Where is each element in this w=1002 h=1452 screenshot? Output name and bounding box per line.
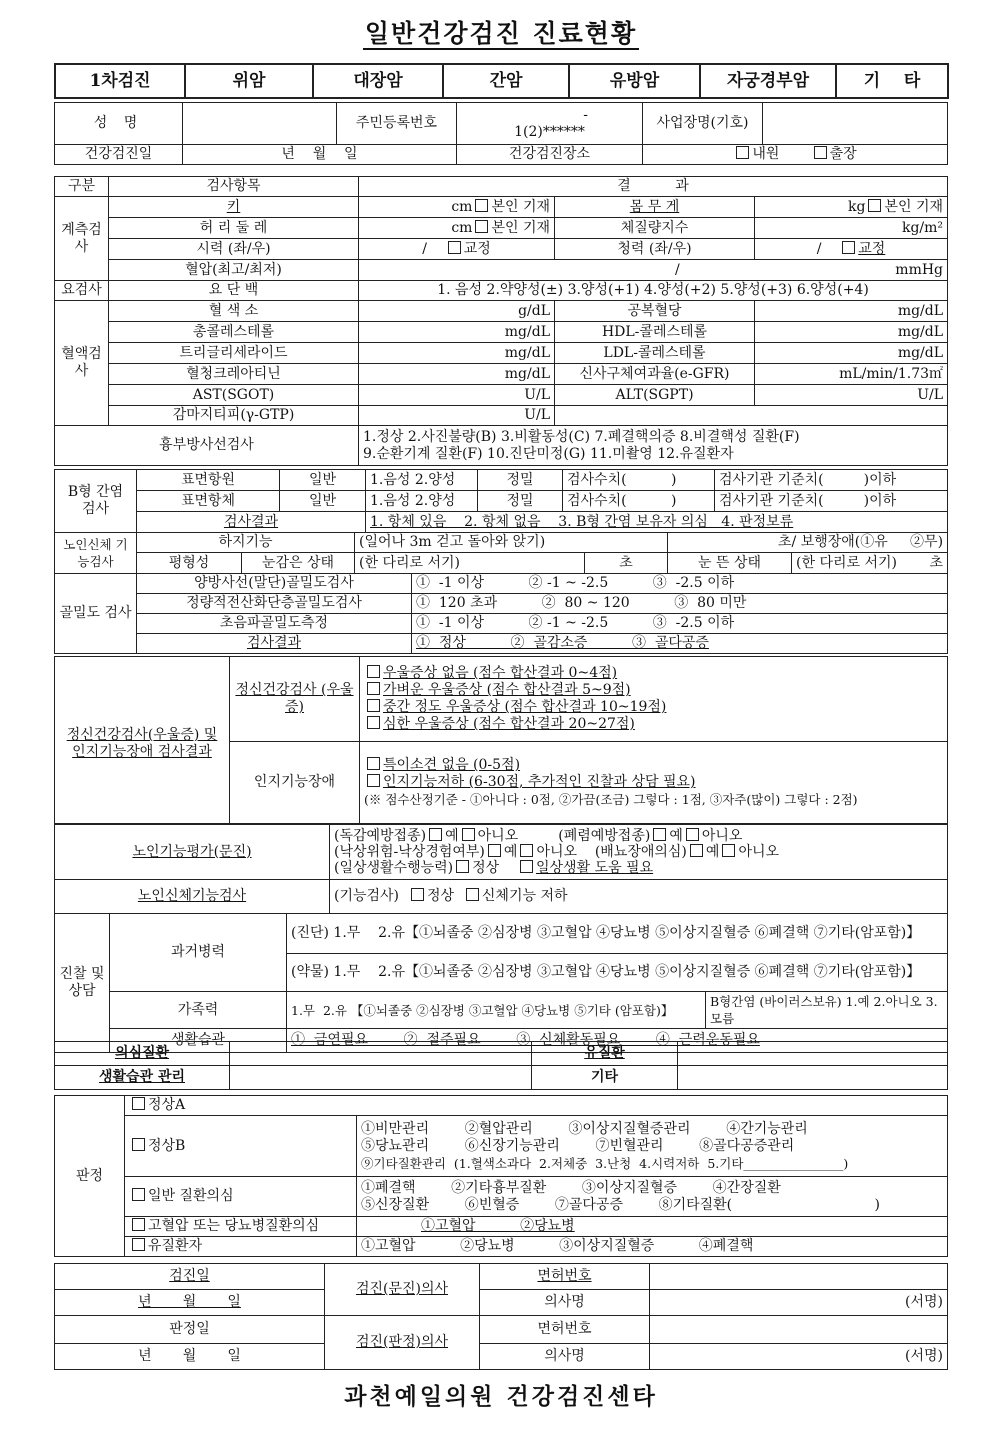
urination-yes-checkbox[interactable] [690, 844, 703, 857]
ct-bone-label: 정량적전산화단층골밀도검사 [137, 594, 412, 614]
exam-place-options: 내원 출장 [643, 145, 948, 165]
depression-option-4[interactable]: 심한 우울증상 (점수 합산결과 20~27점) [364, 716, 943, 733]
suspect-label: 의심질환 [55, 1042, 230, 1066]
hepb-antigen-ref[interactable]: 검사기관 기준치( )이하 [715, 470, 948, 491]
hearing-field[interactable]: / 교정 [755, 239, 948, 260]
habit-mgmt-label: 생활습관 관리 [55, 1066, 230, 1090]
normal-b-checkbox[interactable] [132, 1138, 145, 1151]
judge-doctor-name-label: 의사명 [480, 1344, 650, 1370]
pneumonia-vaccine-no-checkbox[interactable] [686, 828, 699, 841]
tab-stomach-cancer: 위암 [185, 64, 313, 98]
eyes-open-field[interactable]: (한 다리로 서기) 초 [792, 553, 948, 574]
item-header: 검사항목 [109, 177, 359, 197]
triglyceride-label: 트리글리세라이드 [109, 343, 359, 364]
ldl-label: LDL-콜레스테롤 [555, 343, 755, 364]
business-field[interactable] [763, 103, 948, 145]
judgment-label: 판정 [55, 1096, 125, 1257]
exam-doctor-signature[interactable]: (서명) [650, 1290, 948, 1316]
xray-label: 흉부방사선검사 [55, 426, 359, 466]
rrn-field[interactable]: - 1(2)****** [457, 103, 643, 145]
waist-label: 허 리 둘 레 [109, 218, 359, 239]
leg-function-label: 하지기능 [137, 533, 355, 553]
ast-field[interactable]: U/L [359, 385, 555, 406]
cognitive-option-1[interactable]: 특이소견 없음 (0-5점) [364, 757, 943, 774]
cognitive-label: 인지기능장애 [230, 742, 360, 824]
hearing-label: 청력 (좌/우) [555, 239, 755, 260]
referral-table [54, 1041, 948, 1090]
ultrasound-bone-label: 초음파골밀도측정 [137, 614, 412, 634]
hemoglobin-label: 혈 색 소 [109, 301, 359, 322]
weight-self-checkbox[interactable] [868, 199, 881, 212]
etc-field[interactable] [678, 1066, 948, 1090]
etc-label: 기타 [532, 1066, 678, 1090]
signature-table [54, 1263, 948, 1370]
vision-label: 시력 (좌/우) [109, 239, 359, 260]
depression-option-2[interactable]: 가벼운 우울증상 (점수 합산결과 5~9점) [364, 682, 943, 699]
cholesterol-field[interactable]: mg/dL [359, 322, 555, 343]
vision-field[interactable]: / 교정 [359, 239, 555, 260]
exam-date-sign-label: 검진일 [55, 1264, 325, 1290]
mental-health-label: 정신건강검사(우울증) 및 인지기능장애 검사결과 [55, 657, 230, 824]
body-low-checkbox[interactable] [466, 888, 479, 901]
general-disease-label[interactable]: 일반 질환의심 [125, 1177, 357, 1217]
elderly-physical-table [54, 532, 948, 574]
hepb-antibody-value[interactable]: 검사수치( ) [563, 491, 715, 512]
judgment-table [54, 1095, 948, 1257]
bp-diabetes-checkbox[interactable] [132, 1218, 145, 1231]
history-label: 과거병력 [110, 914, 287, 992]
vision-corrected-checkbox[interactable] [448, 241, 461, 254]
depression-checkbox-1[interactable] [367, 665, 380, 678]
depression-option-1[interactable]: 우울증상 없음 (점수 합산결과 0~4점) [364, 665, 943, 682]
suspect-field[interactable] [230, 1042, 532, 1066]
patient-checkbox[interactable] [132, 1238, 145, 1251]
exam-license-field[interactable] [650, 1264, 948, 1290]
depression-checkbox-2[interactable] [367, 682, 380, 695]
urination-no-checkbox[interactable] [722, 844, 735, 857]
waist-field[interactable]: cm 본인 기재 [359, 218, 555, 239]
category-header: 구분 [55, 177, 109, 197]
general-disease-options[interactable]: ①폐결핵 ②기타흉부질환 ③이상지질혈증 ④간장질환 ⑤신장질환 ⑥빈혈증 ⑦골다공증 ⑧기타질환( ) [357, 1177, 948, 1217]
depression-label: 정신건강검사 (우울증) [230, 657, 360, 742]
mental-health-table [54, 656, 948, 824]
weight-label: 몸 무 게 [555, 197, 755, 218]
exam-doctor-name-label: 의사명 [480, 1290, 650, 1316]
hepatitis-b-table [54, 469, 948, 533]
urine-label: 요검사 [55, 281, 109, 301]
cognitive-score-note: (※ 점수산정기준 - ①아니다 : 0점, ②가끔(조금) 그렇다 : 1점, ③자주(많이) 그렇다 : 2점) [364, 792, 858, 807]
hepb-result-options[interactable]: 1. 항체 있음 2. 항체 없음 3. B형 간염 보유자 의심 4. 판정보류 [366, 512, 948, 533]
egfr-label: 신사구체여과율(e-GFR) [555, 364, 755, 385]
consult-label: 진찰 및 상담 [55, 914, 110, 1053]
xray-options[interactable]: 1.정상 2.사진불량(B) 3.비활동성(C) 7.폐결핵의증 8.비결핵성 질환(F) 9.순환기계 질환(F) 10.진단미정(G) 11.미촬영 12.유질환자 [359, 426, 948, 466]
blood-empty-cell [555, 406, 948, 426]
bone-result-options[interactable]: ① 정상 ② 골감소증 ③ 골다공증 [412, 634, 948, 654]
tab-breast-cancer: 유방암 [569, 64, 700, 98]
tab-colon-cancer: 대장암 [313, 64, 443, 98]
history-diag-options[interactable]: (진단) 1.무 2.유【①뇌졸중 ②심장병 ③고혈압 ④당뇨병 ⑤이상지질혈증 ⑥폐결핵 ⑦기타(암포함)】 [287, 914, 948, 954]
name-label: 성 명 [55, 103, 183, 145]
business-label: 사업장명(기호) [643, 103, 763, 145]
hepb-antigen-value[interactable]: 검사수치( ) [563, 470, 715, 491]
glucose-field[interactable]: mg/dL [755, 301, 948, 322]
leg-function-test: (일어나 3m 걷고 돌아와 앉기) [355, 533, 668, 553]
family-label: 가족력 [110, 992, 287, 1029]
cognitive-options[interactable] [360, 742, 948, 824]
cognitive-checkbox-2[interactable] [367, 774, 380, 787]
depression-checkbox-4[interactable] [367, 716, 380, 729]
hepb-antigen-precise: 정밀 [478, 470, 563, 491]
pneumonia-vaccine-yes-checkbox[interactable] [653, 828, 666, 841]
patient-label[interactable]: 유질환자 [125, 1237, 357, 1257]
bp-label: 혈압(최고/최저) [109, 260, 359, 281]
exam-date-sign-field[interactable]: 년 월 일 [55, 1290, 325, 1316]
exam-results-table [54, 176, 948, 466]
xray-bone-options[interactable]: ① -1 이상 ② -1 ~ -2.5 ③ -2.5 이하 [412, 574, 948, 594]
bp-field[interactable]: / mmHg [359, 260, 948, 281]
urine-protein-label: 요 단 백 [109, 281, 359, 301]
adl-normal-checkbox[interactable] [456, 860, 469, 873]
hepb-antibody-ref[interactable]: 검사기관 기준치( )이하 [715, 491, 948, 512]
weight-field[interactable]: kg 본인 기재 [755, 197, 948, 218]
triglyceride-field[interactable]: mg/dL [359, 343, 555, 364]
blood-label: 혈액검사 [55, 301, 109, 426]
exam-doctor-label: 검진(문진)의사 [325, 1264, 480, 1316]
elderly-body-label: 노인신체기능검사 [55, 880, 330, 914]
tab-first-exam: 1차검진 [55, 64, 185, 98]
height-self-checkbox[interactable] [475, 199, 488, 212]
tab-liver-cancer: 간암 [443, 64, 569, 98]
habit-label: 생활습관 [110, 1029, 287, 1053]
waist-self-checkbox[interactable] [475, 220, 488, 233]
adl-help-checkbox[interactable] [520, 860, 533, 873]
glucose-label: 공복혈당 [555, 301, 755, 322]
hepb-antigen-general: 일반 [280, 470, 366, 491]
hepb-antigen-label: 표면항원 [137, 470, 280, 491]
referral-label: 유질환 [532, 1042, 678, 1066]
creatinine-label: 혈청크레아티닌 [109, 364, 359, 385]
xray-bone-label: 양방사선(말단)골밀도검사 [137, 574, 412, 594]
habit-mgmt-field[interactable] [230, 1066, 532, 1090]
ggt-label: 감마지티피(γ-GTP) [109, 406, 359, 426]
tab-cervical-cancer: 자궁경부암 [700, 64, 836, 98]
bp-diabetes-options[interactable]: ①고혈압 ②당뇨병 [357, 1217, 948, 1237]
exam-date-label: 건강검진일 [55, 145, 183, 165]
history-drug-options[interactable]: (약물) 1.무 2.유【①뇌졸중 ②심장병 ③고혈압 ④당뇨병 ⑤이상지질혈증 ⑥폐결핵 ⑦기타(암포함)】 [287, 954, 948, 992]
bone-result-label: 검사결과 [137, 634, 412, 654]
bmi-label: 체질량지수 [555, 218, 755, 239]
eyes-closed-stand: (한 다리로 서기) [355, 553, 585, 574]
ast-label: AST(SGOT) [109, 385, 359, 406]
cognitive-option-2[interactable]: 인지기능저하 (6-30점, 추가적인 진찰과 상담 필요) [364, 774, 943, 791]
ldl-field[interactable]: mg/dL [755, 343, 948, 364]
balance-label: 평형성 [137, 553, 242, 574]
judge-date-field[interactable]: 년 월 일 [55, 1344, 325, 1370]
bone-density-table [54, 573, 948, 654]
eyes-closed-sec[interactable]: 초 [585, 553, 668, 574]
general-disease-checkbox[interactable] [132, 1188, 145, 1201]
bp-diabetes-label[interactable]: 고혈압 또는 당뇨병질환의심 [125, 1217, 357, 1237]
fall-no-checkbox[interactable] [520, 844, 533, 857]
place-outside-checkbox[interactable] [814, 146, 827, 159]
hdl-field[interactable]: mg/dL [755, 322, 948, 343]
normal-b-label[interactable]: 정상B [125, 1116, 357, 1177]
depression-option-3[interactable]: 중간 정도 우울증상 (점수 합산결과 10~19점) [364, 699, 943, 716]
ggt-field[interactable]: U/L [359, 406, 555, 426]
hepb-antibody-label: 표면항체 [137, 491, 280, 512]
judge-date-label: 판정일 [55, 1316, 325, 1344]
exam-place-label: 건강검진장소 [457, 145, 643, 165]
alt-label: ALT(SGPT) [555, 385, 755, 406]
hdl-label: HDL-콜레스테롤 [555, 322, 755, 343]
tab-other: 기 타 [836, 64, 948, 98]
flu-vaccine-no-checkbox[interactable] [462, 828, 475, 841]
cholesterol-label: 총콜레스테롤 [109, 322, 359, 343]
exam-license-label: 면허번호 [480, 1264, 650, 1290]
bmi-field[interactable]: kg/m² [755, 218, 948, 239]
depression-checkbox-3[interactable] [367, 699, 380, 712]
hepb-antibody-precise: 정밀 [478, 491, 563, 512]
urine-protein-options[interactable]: 1. 음성 2.약양성(±) 3.양성(+1) 4.양성(+2) 5.양성(+3) 6.양성(+4) [359, 281, 948, 301]
creatinine-field[interactable]: mg/dL [359, 364, 555, 385]
judge-doctor-label: 검진(판정)의사 [325, 1316, 480, 1370]
normal-b-options[interactable]: ①비만관리 ②혈압관리 ③이상지질혈증관리 ④간기능관리 ⑤당뇨관리 ⑥신장기능관리 ⑦빈혈관리 ⑧골다공증관리 ⑨기타질환관리 (1.혈색소과다 2.저체중 3.난청 4.시력저하 5.기타________________) [357, 1116, 948, 1177]
ultrasound-bone-options[interactable]: ① -1 이상 ② -1 ~ -2.5 ③ -2.5 이하 [412, 614, 948, 634]
patient-options[interactable]: ①고혈압 ②당뇨병 ③이상지질혈증 ④폐결핵 [357, 1237, 948, 1257]
judge-doctor-signature[interactable]: (서명) [650, 1344, 948, 1370]
eyes-open-label: 눈 뜬 상태 [668, 553, 792, 574]
place-visit-checkbox[interactable] [736, 146, 749, 159]
body-normal-checkbox[interactable] [411, 888, 424, 901]
normal-a-row[interactable]: 정상A [125, 1096, 948, 1116]
exam-date-field[interactable]: 년 월 일 [183, 145, 457, 165]
ct-bone-options[interactable]: ① 120 초과 ② 80 ~ 120 ③ 80 미만 [412, 594, 948, 614]
hepb-antigen-result[interactable]: 1.음성 2.양성 [366, 470, 478, 491]
habit-options[interactable]: ① 금연필요 ② 절주필요 ③ 신체활동필요 ④ 근력운동필요 [287, 1029, 948, 1053]
flu-vaccine-yes-checkbox[interactable] [429, 828, 442, 841]
elderly-physical-label: 노인신체 기능검사 [55, 533, 137, 574]
rrn-label: 주민등록번호 [337, 103, 457, 145]
elderly-eval-table [54, 824, 948, 914]
form-title: 일반건강검진 진료현황 [364, 19, 638, 48]
depression-options[interactable] [360, 657, 948, 742]
name-field[interactable] [183, 103, 337, 145]
hepb-antibody-general: 일반 [280, 491, 366, 512]
hepb-family[interactable]: B형간염 (바이러스보유) 1.예 2.아니오 3.모름 [706, 992, 948, 1029]
elderly-eval-label: 노인기능평가(문진) [55, 825, 330, 880]
elderly-eval-options[interactable]: (독감예방접종) 예 아니오 (폐렴예방접종) 예 아니오 (낙상위험-낙상경험여부) 예 아니오 (배뇨장애의심) 예 아니오 (일상생활수행능력) 정상 일상생활 도움 필요 [330, 825, 948, 880]
family-options[interactable]: 1.무 2.유 【①뇌졸중 ②심장병 ③고혈압 ④당뇨병 ⑤기타 (암포함)】 [287, 992, 706, 1029]
height-label: 키 [109, 197, 359, 218]
bone-density-label: 골밀도 검사 [55, 574, 137, 654]
egfr-field[interactable]: mL/min/1.73㎡ [755, 364, 948, 385]
measure-label: 계측검사 [55, 197, 109, 281]
clinic-name: 과천예일의원 건강검진센타 [344, 1383, 658, 1410]
result-header: 결 과 [359, 177, 948, 197]
eyes-closed-label: 눈감은 상태 [242, 553, 355, 574]
judge-license-label: 면허번호 [480, 1316, 650, 1344]
hepb-label: B형 간염 검사 [55, 470, 137, 533]
height-field[interactable]: cm 본인 기재 [359, 197, 555, 218]
hemoglobin-field[interactable]: g/dL [359, 301, 555, 322]
hepb-result-label: 검사결과 [137, 512, 366, 533]
cognitive-checkbox-1[interactable] [367, 757, 380, 770]
alt-field[interactable]: U/L [755, 385, 948, 406]
leg-function-result[interactable]: 초/ 보행장애(①유 ②무) [668, 533, 948, 553]
exam-type-header [54, 63, 949, 99]
fall-yes-checkbox[interactable] [488, 844, 501, 857]
referral-field[interactable] [678, 1042, 948, 1066]
patient-info [54, 102, 948, 165]
hepb-antibody-result[interactable]: 1.음성 2.양성 [366, 491, 478, 512]
normal-a-checkbox[interactable] [132, 1097, 145, 1110]
consultation-table [54, 913, 948, 1053]
elderly-body-options[interactable]: (기능검사) 정상 신체기능 저하 [330, 880, 948, 914]
judge-license-field[interactable] [650, 1316, 948, 1344]
hearing-corrected-checkbox[interactable] [842, 241, 855, 254]
